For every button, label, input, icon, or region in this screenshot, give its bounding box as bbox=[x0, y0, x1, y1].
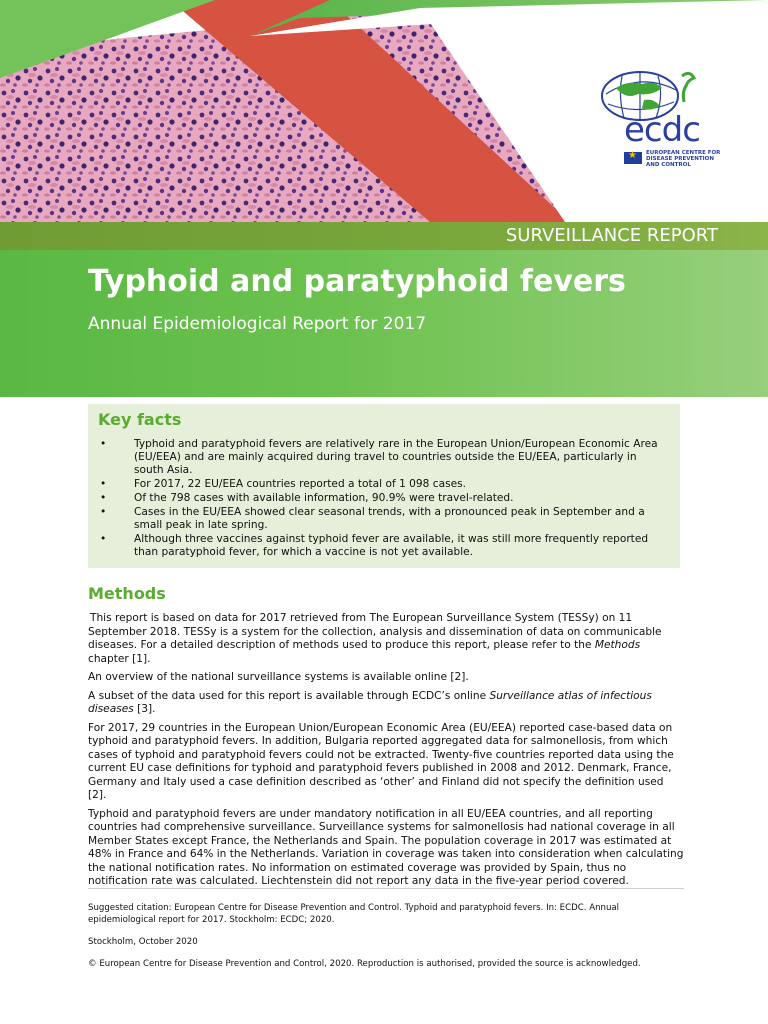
paragraph bbox=[88, 612, 684, 666]
key-facts-list bbox=[88, 438, 680, 560]
ecdc-logo[interactable] bbox=[598, 66, 722, 176]
paragraph-text: This report is based on data for 2017 retrieved from The European Surveillance System (TESSy) on 11 September 2018. TESSy is a system for the collection, analysis and dissemination of data on communicable diseases. For a detailed description of methods used to produce this report, please refer to the bbox=[88, 612, 662, 651]
logo-wordmark: ecdc bbox=[624, 110, 700, 150]
paragraph: An overview of the national surveillance systems is available online [2]. bbox=[88, 671, 469, 683]
eu-flag-icon bbox=[624, 152, 642, 164]
citation: Suggested citation: European Centre for Disease Prevention and Control. Typhoid and paratyphoid fevers. In: ECDC. Annual epidemiological report for 2017. Stockholm: ECDC; 2020. bbox=[88, 903, 620, 925]
list-item: • For 2017, 22 EU/EEA countries reported a total of 1 098 cases. bbox=[88, 478, 680, 491]
methods-link[interactable]: Methods bbox=[594, 639, 641, 651]
cover-header bbox=[0, 0, 768, 222]
paragraph-text: A subset of the data used for this report is available through ECDC’s online bbox=[88, 689, 490, 702]
series-label: SURVEILLANCE REPORT bbox=[505, 225, 718, 246]
methods-heading: Methods bbox=[88, 584, 166, 603]
paragraph-text: [3]. bbox=[133, 703, 156, 715]
logo-subtitle: EUROPEAN CENTRE FOR DISEASE PREVENTION AND CONTROL bbox=[646, 150, 721, 168]
series-band bbox=[0, 222, 768, 250]
atlas-link[interactable]: Surveillance atlas of infectious diseases bbox=[88, 689, 652, 715]
methods-body bbox=[88, 612, 684, 894]
title-banner bbox=[0, 250, 768, 397]
paragraph bbox=[88, 690, 684, 717]
paragraph-text: chapter [1]. bbox=[88, 652, 151, 665]
page-subtitle: Annual Epidemiological Report for 2017 bbox=[88, 314, 427, 334]
copyright: © European Centre for Disease Prevention and Control, 2020. Reproduction is authorised, provided the source is acknowledged. bbox=[88, 959, 641, 969]
list-item: • Although three vaccines against typhoid fever are available, it was still more frequently reported than paratyphoid fever, for which a vaccine is not yet available. bbox=[88, 533, 680, 559]
place-date: Stockholm, October 2020 bbox=[88, 937, 198, 947]
page-title: Typhoid and paratyphoid fevers bbox=[88, 264, 626, 299]
paragraph: For 2017, 29 countries in the European Union/European Economic Area (EU/EEA) reported case-based data on typhoid and paratyphoid fevers. In addition, Bulgaria reported aggregated data for salmonellosis, from which cases of typhoid and paratyphoid fevers could not be extracted. Twenty-five countries reported data using the current EU case definitions for typhoid and paratyphoid fevers published in 2008 and 2012. Denmark, France, Germany and Italy used a case definition described as ‘other’ and Finland did not specify the definition used [2]. bbox=[88, 721, 674, 801]
list-item: • Typhoid and paratyphoid fevers are relatively rare in the European Union/European Economic Area (EU/EEA) and are mainly acquired during travel to countries outside the EU/EEA, particularly in south Asia. bbox=[88, 438, 680, 477]
key-facts-heading: Key facts bbox=[98, 410, 182, 429]
list-item: • Of the 798 cases with available information, 90.9% were travel-related. bbox=[88, 492, 680, 505]
list-item: • Cases in the EU/EEA showed clear seasonal trends, with a pronounced peak in September and a small peak in late spring. bbox=[88, 506, 680, 532]
footer-divider bbox=[88, 888, 684, 889]
footer bbox=[88, 902, 688, 980]
key-facts-box bbox=[88, 404, 680, 568]
paragraph: Typhoid and paratyphoid fevers are under mandatory notification in all EU/EEA countries, and all reporting countries had comprehensive surveillance. Surveillance systems for salmonellosis had national coverage in all Member States except France, the Netherlands and Spain. The population coverage in 2017 was estimated at 48% in France and 64% in the Netherlands. Variation in coverage was taken into consideration when calculating the national notification rates. No information on estimated coverage was provided by Spain, thus no notification rate was calculated. Liechtenstein did not report any data in the five-year period covered. bbox=[88, 807, 684, 887]
